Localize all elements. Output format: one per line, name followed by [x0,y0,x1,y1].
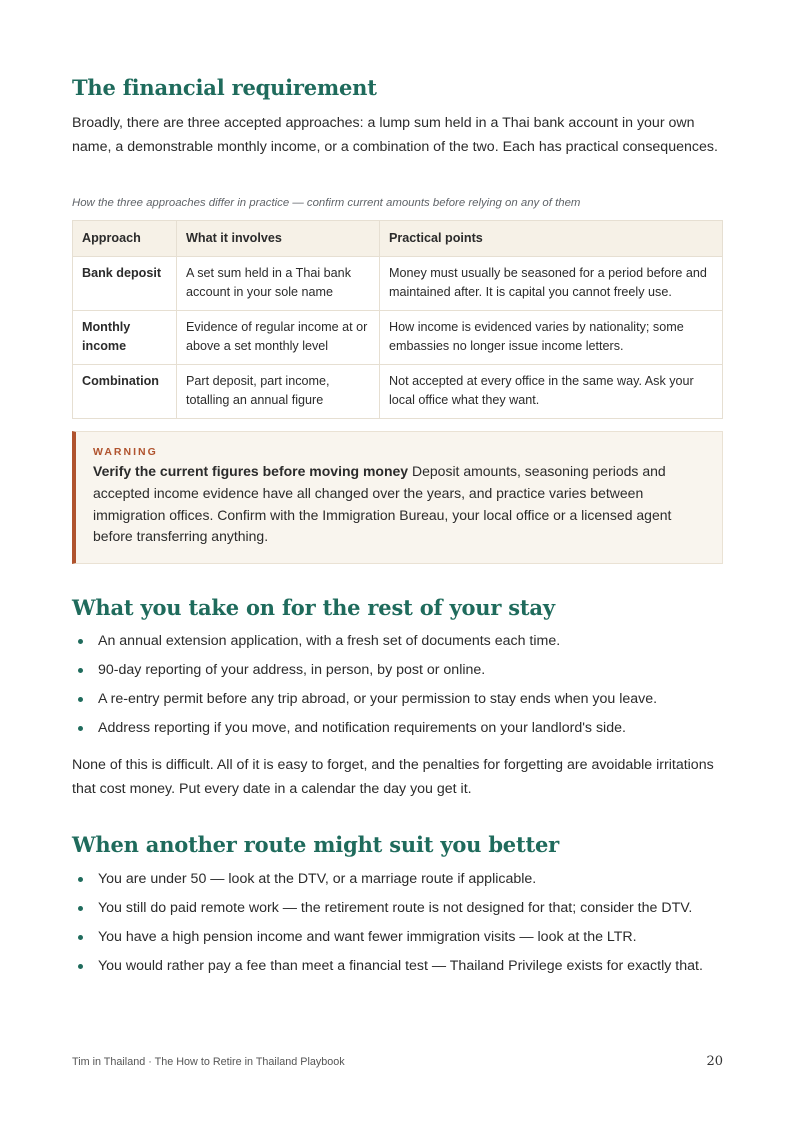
table-cell-points: How income is evidenced varies by nationality; some embassies no longer issue income letters. [380,311,723,365]
table-caption: How the three approaches differ in practice — confirm current amounts before relying on any of them [72,197,581,209]
list-item-text: You still do paid remote work — the retirement route is not designed for that; consider the DTV. [98,900,693,916]
table-cell-points: Not accepted at every office in the same way. Ask your local office what they want. [380,365,723,419]
bullet-icon [78,964,83,969]
list-item [72,714,723,743]
warning-text: Deposit amounts, seasoning periods and accepted income evidence have all changed over the years, and practice varies between immigration offices. Confirm with the Immigration Bureau, your local office or a licensed agent before transferring anything. [93,463,672,545]
list-item [72,627,723,656]
list-item [72,952,723,981]
bullet-icon [78,877,83,882]
stay-closing-paragraph: None of this is difficult. All of it is easy to forget, and the penalties for forgetting are avoidable irritations that cost money. Put every date in a calendar the day you get it. [72,757,714,797]
column-header-what-it-involves: What it involves [177,221,380,257]
table-row [73,311,723,365]
list-item [72,685,723,714]
table-cell-approach: Combination [73,365,177,419]
alternative-routes-list [72,865,723,981]
list-item-text: 90-day reporting of your address, in person, by post or online. [98,662,486,678]
list-item [72,923,723,952]
list-item-text: An annual extension application, with a fresh set of documents each time. [98,633,561,649]
list-item-text: You would rather pay a fee than meet a financial test — Thailand Privilege exists for exactly that. [98,958,703,974]
warning-title: Verify the current figures before moving money [93,463,409,479]
table-row [73,257,723,311]
column-header-approach: Approach [73,221,177,257]
table-header-row [73,221,723,257]
list-item [72,894,723,923]
table-cell-approach: Monthly income [73,311,177,365]
table-cell-involves: Part deposit, part income, totalling an annual figure [177,365,380,419]
list-item-text: Address reporting if you move, and notification requirements on your landlord's side. [98,720,626,736]
warning-callout [72,431,723,564]
footer-text: Tim in Thailand · The How to Retire in Thailand Playbook [72,1056,345,1068]
table-cell-involves: A set sum held in a Thai bank account in your sole name [177,257,380,311]
bullet-icon [78,668,83,673]
approaches-table [72,220,723,419]
warning-label: WARNING [93,446,158,458]
table-cell-points: Money must usually be seasoned for a period before and maintained after. It is capital you cannot freely use. [380,257,723,311]
section-heading-stay: What you take on for the rest of your stay [72,595,555,620]
list-item [72,865,723,894]
table-cell-approach: Bank deposit [73,257,177,311]
section-heading-financial: The financial requirement [72,75,377,100]
page-number: 20 [706,1054,723,1069]
bullet-icon [78,697,83,702]
bullet-icon [78,906,83,911]
bullet-icon [78,726,83,731]
list-item-text: You have a high pension income and want fewer immigration visits — look at the LTR. [98,929,637,945]
list-item [72,656,723,685]
obligations-list [72,627,723,743]
bullet-icon [78,935,83,940]
table-cell-involves: Evidence of regular income at or above a set monthly level [177,311,380,365]
column-header-practical-points: Practical points [380,221,723,257]
list-item-text: You are under 50 — look at the DTV, or a marriage route if applicable. [98,871,537,887]
warning-body [93,461,706,548]
section-heading-route: When another route might suit you better [72,832,559,857]
financial-intro-paragraph: Broadly, there are three accepted approaches: a lump sum held in a Thai bank account in your own name, a demonstrable monthly income, or a combination of the two. Each has practical consequences. [72,115,718,155]
bullet-icon [78,639,83,644]
table-row [73,365,723,419]
list-item-text: A re-entry permit before any trip abroad, or your permission to stay ends when you leave. [98,691,658,707]
